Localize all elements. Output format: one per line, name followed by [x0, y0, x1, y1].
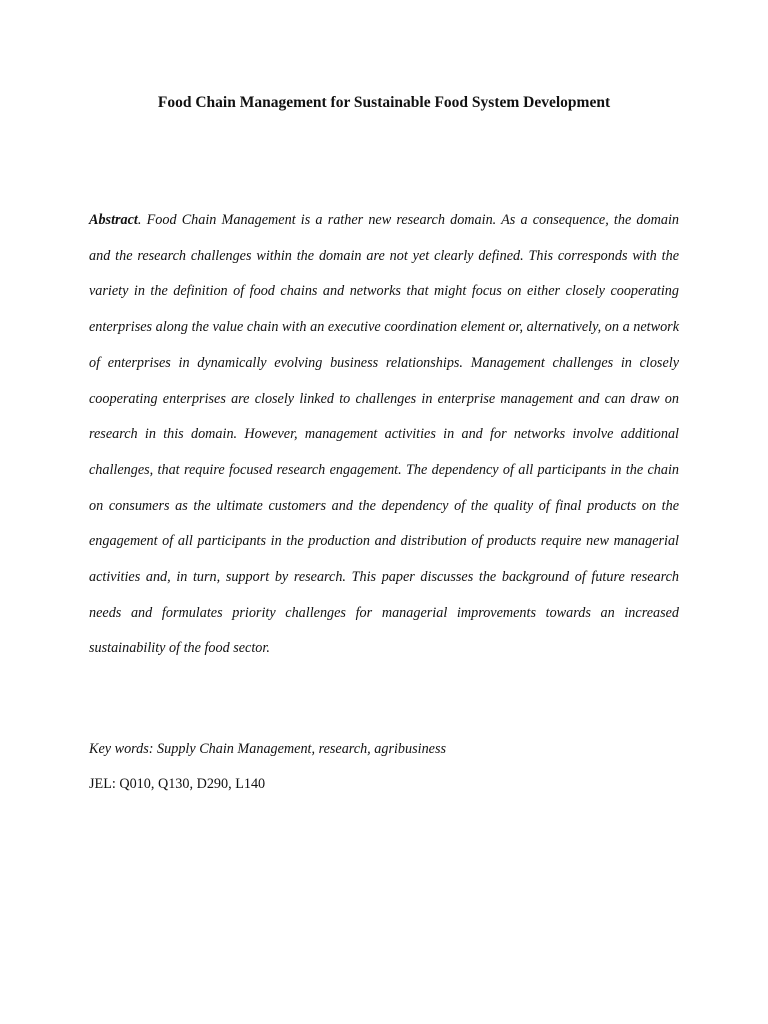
abstract-label: Abstract	[89, 212, 138, 228]
paper-title: Food Chain Management for Sustainable Food System Development	[157, 94, 611, 111]
jel-codes-line: JEL: Q010, Q130, D290, L140	[89, 776, 266, 792]
abstract-separator: .	[137, 212, 147, 228]
abstract-paragraph	[89, 203, 679, 667]
keywords-line: Key words: Supply Chain Management, research, agribusiness	[89, 741, 447, 757]
abstract-text: Food Chain Management is a rather new research domain. As a consequence, the domain and the research challenges within the domain are not yet clearly defined. This corresponds with the variety in the definition of food chains and networks that might focus on either closely cooperating enterprises along the value chain with an executive coordination element or, alternatively, on a network of enterprises in dynamically evolving business relationships. Management challenges in closely cooperating enterprises are closely linked to challenges in enterprise management and can draw on research in this domain. However, management activities in and for networks involve additional challenges, that require focused research engagement. The dependency of all participants in the chain on consumers as the ultimate customers and the dependency of the quality of final products on the engagement of all participants in the production and distribution of products require new managerial activities and, in turn, support by research. This paper discusses the background of future research needs and formulates priority challenges for managerial improvements towards an increased sustainability of the food sector.	[89, 212, 679, 657]
